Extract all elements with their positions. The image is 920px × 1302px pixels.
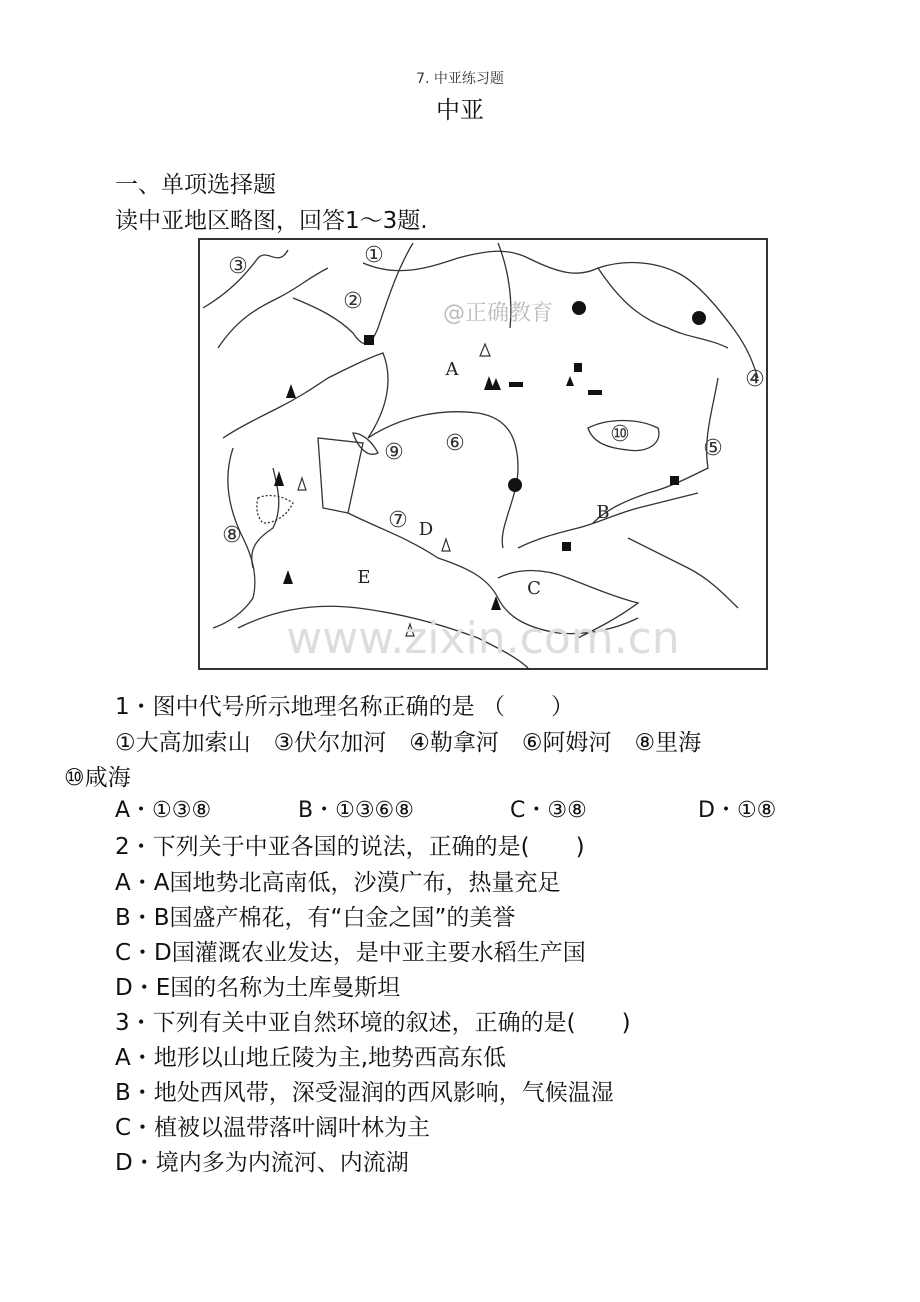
- map-label-2: ②: [343, 289, 363, 314]
- q3-stem: 3・下列有关中亚自然环境的叙述，正确的是( ): [115, 1010, 631, 1036]
- map-label-5: ⑤: [703, 436, 723, 461]
- map-letter-a: A: [445, 359, 459, 380]
- watermark-logo: @正确教育: [442, 301, 554, 326]
- metal-symbol: [572, 301, 586, 315]
- watermark-url: www.zixin.com.cn: [286, 613, 680, 664]
- map-label-8: ⑧: [222, 523, 242, 548]
- q2-stem: 2・下列关于中亚各国的说法，正确的是( ): [115, 834, 585, 860]
- q1-option-b: B・①③⑥⑧: [298, 798, 414, 823]
- page-title: 中亚: [436, 96, 484, 124]
- q1-option-d: D・①⑧: [698, 798, 777, 823]
- central-asia-map: [198, 238, 768, 670]
- q2-option-b: B・B国盛产棉花，有“白金之国”的美誉: [115, 905, 516, 931]
- q3-option-c: C・植被以温带落叶阔叶林为主: [115, 1115, 431, 1141]
- coal-symbol: [509, 382, 523, 387]
- map-label-7: ⑦: [388, 508, 408, 533]
- q3-option-b: B・地处西风带，深受湿润的西风影响，气候温湿: [115, 1080, 614, 1106]
- q3-option-d: D・境内多为内流河、内流湖: [115, 1150, 409, 1176]
- map-label-9: ⑨: [384, 440, 404, 465]
- map-label-10: ⑩: [610, 422, 630, 447]
- q1-stem: 1・图中代号所示地理名称正确的是 （ ）: [115, 694, 574, 720]
- q1-detail2: ⑩咸海: [64, 765, 131, 791]
- coal-symbol: [588, 390, 602, 395]
- iron-symbol: [670, 476, 679, 485]
- q1-option-a: A・①③⑧: [115, 798, 212, 823]
- section-heading: 一、单项选择题: [115, 172, 276, 198]
- map-letter-e: E: [357, 567, 371, 588]
- q3-option-a: A・地形以山地丘陵为主,地势西高东低: [115, 1045, 507, 1071]
- metal-symbol: [692, 311, 706, 325]
- iron-symbol: [574, 363, 582, 372]
- q2-option-a: A・A国地势北高南低，沙漠广布，热量充足: [115, 870, 561, 896]
- q2-option-d: D・E国的名称为土库曼斯坦: [115, 975, 401, 1001]
- map-letter-c: C: [527, 578, 541, 599]
- mine-symbol: [364, 335, 374, 345]
- metal-symbol: [508, 478, 522, 492]
- map-label-3: ③: [228, 254, 248, 279]
- map-label-4: ④: [745, 367, 765, 392]
- map-label-6: ⑥: [445, 431, 465, 456]
- iron-symbol: [562, 542, 571, 551]
- header-label: 7. 中亚练习题: [416, 71, 504, 87]
- q1-option-c: C・③⑧: [510, 798, 587, 823]
- q1-detail: ①大高加索山 ③伏尔加河 ④勒拿河 ⑥阿姆河 ⑧里海: [115, 730, 702, 756]
- map-letter-b: B: [596, 502, 610, 523]
- map-label-1: ①: [364, 243, 384, 268]
- map-letter-d: D: [418, 519, 434, 540]
- section-intro: 读中亚地区略图，回答1～3题.: [115, 208, 428, 234]
- q2-option-c: C・D国灌溉农业发达，是中亚主要水稻生产国: [115, 940, 586, 966]
